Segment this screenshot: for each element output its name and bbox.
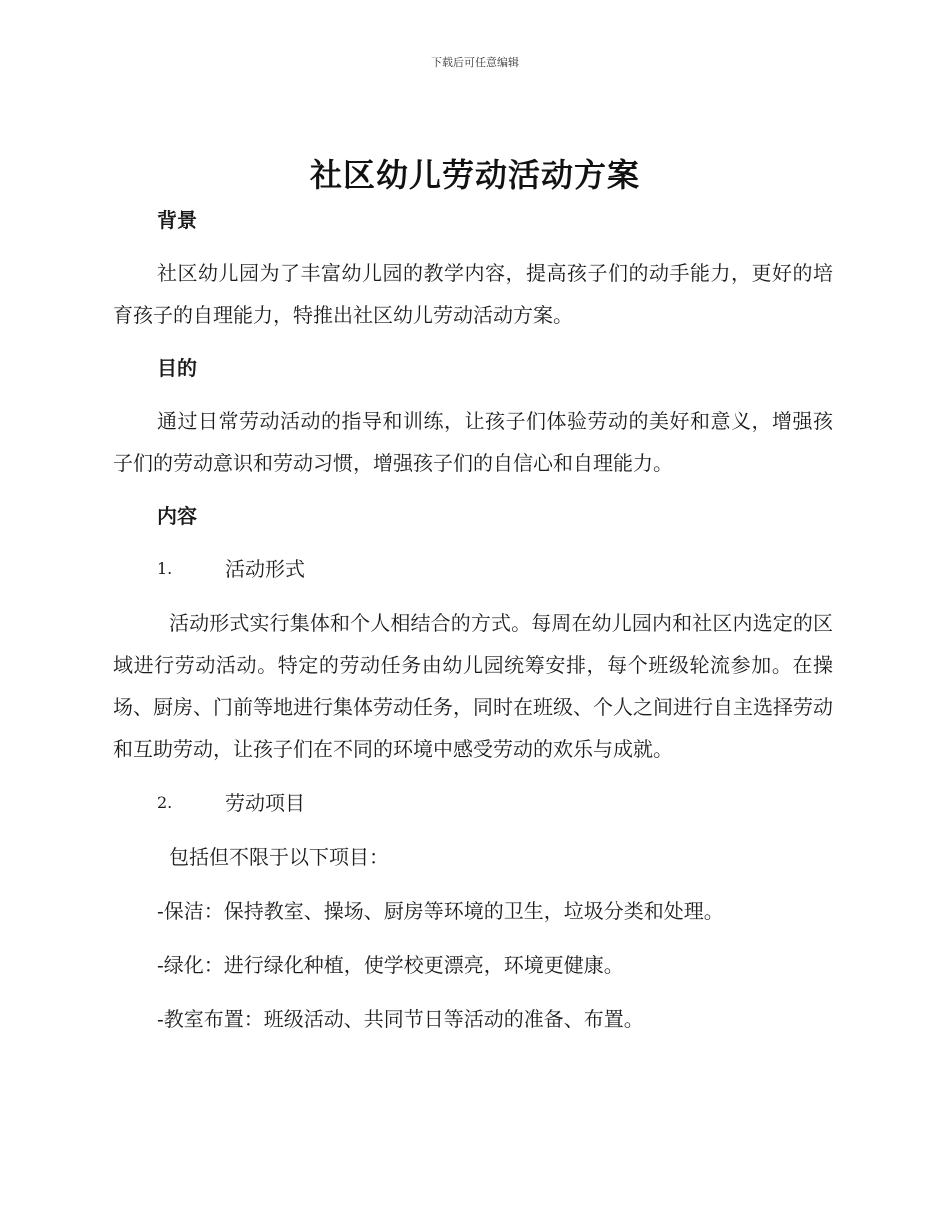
section-heading-purpose: 目的 bbox=[157, 356, 197, 380]
list-item-title: 活动形式 bbox=[225, 557, 305, 581]
bullet-item: -教室布置：班级活动、共同节日等活动的准备、布置。 bbox=[157, 1007, 644, 1031]
document-body bbox=[113, 200, 833, 1040]
section-heading-background: 背景 bbox=[157, 208, 197, 232]
list-item-labor-projects bbox=[113, 782, 833, 824]
bullet-item: -绿化：进行绿化种植，使学校更漂亮，环境更健康。 bbox=[157, 953, 624, 977]
list-item-activity-form bbox=[113, 548, 833, 590]
header-note: 下载后可任意编辑 bbox=[431, 56, 519, 69]
bullet-item: -保洁：保持教室、操场、厨房等环境的卫生，垃圾分类和处理。 bbox=[157, 899, 724, 923]
activity-form-paragraph: 活动形式实行集体和个人相结合的方式。每周在幼儿园内和社区内选定的区域进行劳动活动。特定的劳动任务由幼儿园统筹安排，每个班级轮流参加。在操场、厨房、门前等地进行集体劳动任务，同时在班级、个人之间进行自主选择劳动和互助劳动，让孩子们在不同的环境中感受劳动的欢乐与成就。 bbox=[113, 611, 833, 761]
list-number: 1. bbox=[157, 559, 173, 578]
background-paragraph: 社区幼儿园为了丰富幼儿园的教学内容，提高孩子们的动手能力，更好的培育孩子的自理能力，特推出社区幼儿劳动活动方案。 bbox=[113, 261, 833, 327]
section-heading-content: 内容 bbox=[157, 504, 197, 528]
list-item-title: 劳动项目 bbox=[225, 791, 305, 815]
purpose-paragraph: 通过日常劳动活动的指导和训练，让孩子们体验劳动的美好和意义，增强孩子们的劳动意识和劳动习惯，增强孩子们的自信心和自理能力。 bbox=[113, 409, 833, 475]
document-title: 社区幼儿劳动活动方案 bbox=[309, 156, 640, 194]
labor-projects-intro: 包括但不限于以下项目： bbox=[169, 845, 389, 869]
list-number: 2. bbox=[157, 793, 173, 812]
